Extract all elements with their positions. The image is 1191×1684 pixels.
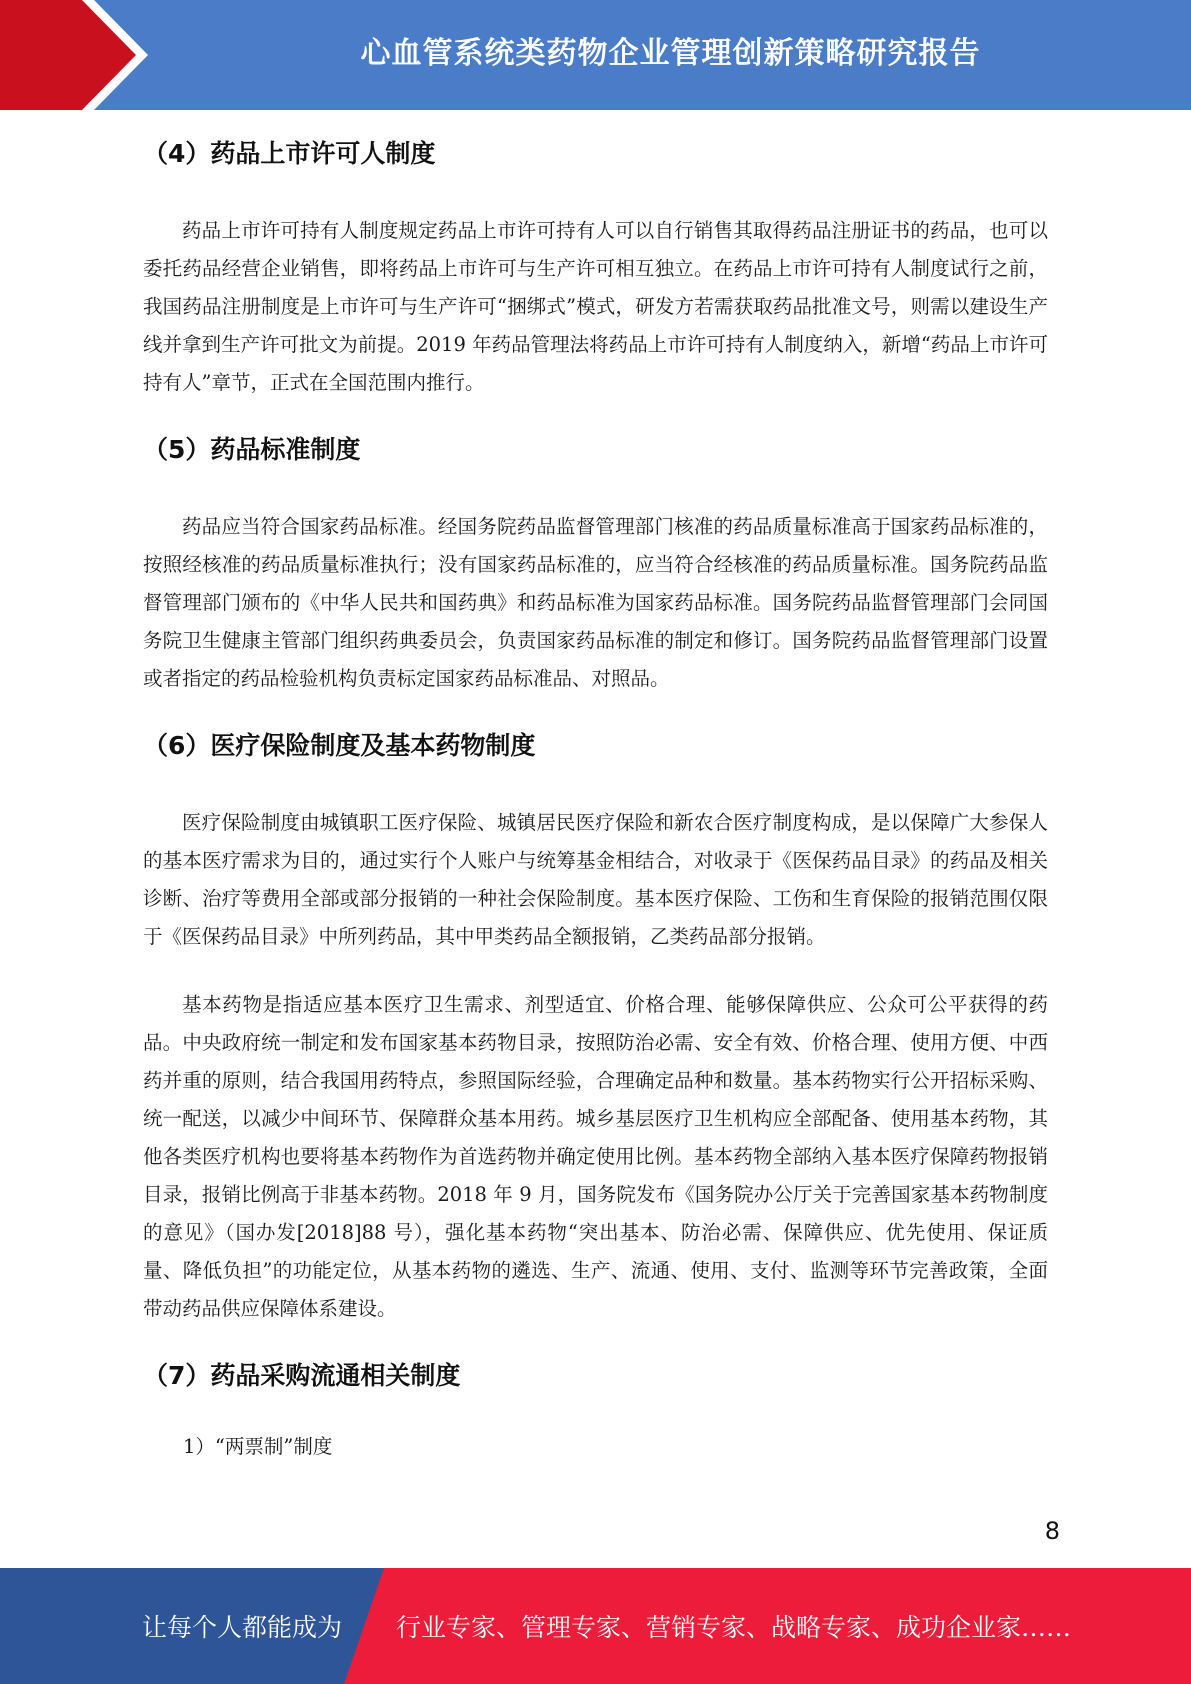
section-6-paragraph-2: 基本药物是指适应基本医疗卫生需求、剂型适宜、价格合理、能够保障供应、公众可公平获得的药品。中央政府统一制定和发布国家基本药物目录，按照防治必需、安全有效、价格合理、使用方便、中西药并重的原则，结合我国用药特点，参照国际经验，合理确定品种和数量。基本药物实行公开招标采购、统一配送，以减少中间环节、保障群众基本用药。城乡基层医疗卫生机构应全部配备、使用基本药物，其他各类医疗机构也要将基本药物作为首选药物并确定使用比例。基本药物全部纳入基本医疗保障药物报销目录，报销比例高于非基本药物。2018 年 9 月，国务院发布《国务院办公厅关于完善国家基本药物制度的意见》（国办发[2018]88 号），强化基本药物“突出基本、防治必需、保障供应、优先使用、保证质量、降低负担”的功能定位，从基本药物的遴选、生产、流通、使用、支付、监测等环节完善政策，全面带动药品供应保障体系建设。 [143, 993, 1048, 1320]
section-heading-7: （7）药品采购流通相关制度 [143, 1361, 461, 1390]
page-footer [0, 1568, 1191, 1684]
header-red-chevron [0, 0, 160, 110]
document-body [143, 130, 1048, 1466]
footer-slogan-left: 让每个人都能成为 [142, 1613, 343, 1642]
footer-slogan-right: 行业专家、管理专家、营销专家、战略专家、成功企业家…… [396, 1613, 1072, 1642]
section-heading-4: （4）药品上市许可人制度 [143, 139, 436, 168]
section-5-paragraph-1: 药品应当符合国家药品标准。经国务院药品监督管理部门核准的药品质量标准高于国家药品标准的，按照经核准的药品质量标准执行；没有国家药品标准的，应当符合经核准的药品质量标准。国务院药品监督管理部门颁布的《中华人民共和国药典》和药品标准为国家药品标准。国务院药品监督管理部门会同国务院卫生健康主管部门组织药典委员会，负责国家药品标准的制定和修订。国务院药品监督管理部门设置或者指定的药品检验机构负责标定国家药品标准品、对照品。 [143, 515, 1048, 690]
page-number: 8 [1044, 1517, 1060, 1545]
section-4-paragraph-1: 药品上市许可持有人制度规定药品上市许可持有人可以自行销售其取得药品注册证书的药品，也可以委托药品经营企业销售，即将药品上市许可与生产许可相互独立。在药品上市许可持有人制度试行之前，我国药品注册制度是上市许可与生产许可“捆绑式”模式，研发方若需获取药品批准文号，则需以建设生产线并拿到生产许可批文为前提。2019 年药品管理法将药品上市许可持有人制度纳入，新增“药品上市许可持有人”章节，正式在全国范围内推行。 [143, 219, 1048, 394]
report-title: 心血管系统类药物企业管理创新策略研究报告 [360, 36, 981, 71]
section-heading-5: （5）药品标准制度 [143, 435, 361, 464]
page-header [0, 0, 1191, 110]
section-6-paragraph-1: 医疗保险制度由城镇职工医疗保险、城镇居民医疗保险和新农合医疗制度构成，是以保障广大参保人的基本医疗需求为目的，通过实行个人账户与统筹基金相结合，对收录于《医保药品目录》的药品及相关诊断、治疗等费用全部或部分报销的一种社会保险制度。基本医疗保险、工伤和生育保险的报销范围仅限于《医保药品目录》中所列药品，其中甲类药品全额报销，乙类药品部分报销。 [143, 811, 1048, 948]
section-heading-6: （6）医疗保险制度及基本药物制度 [143, 731, 536, 760]
section-7-sub-item: 1）“两票制”制度 [183, 1435, 333, 1458]
